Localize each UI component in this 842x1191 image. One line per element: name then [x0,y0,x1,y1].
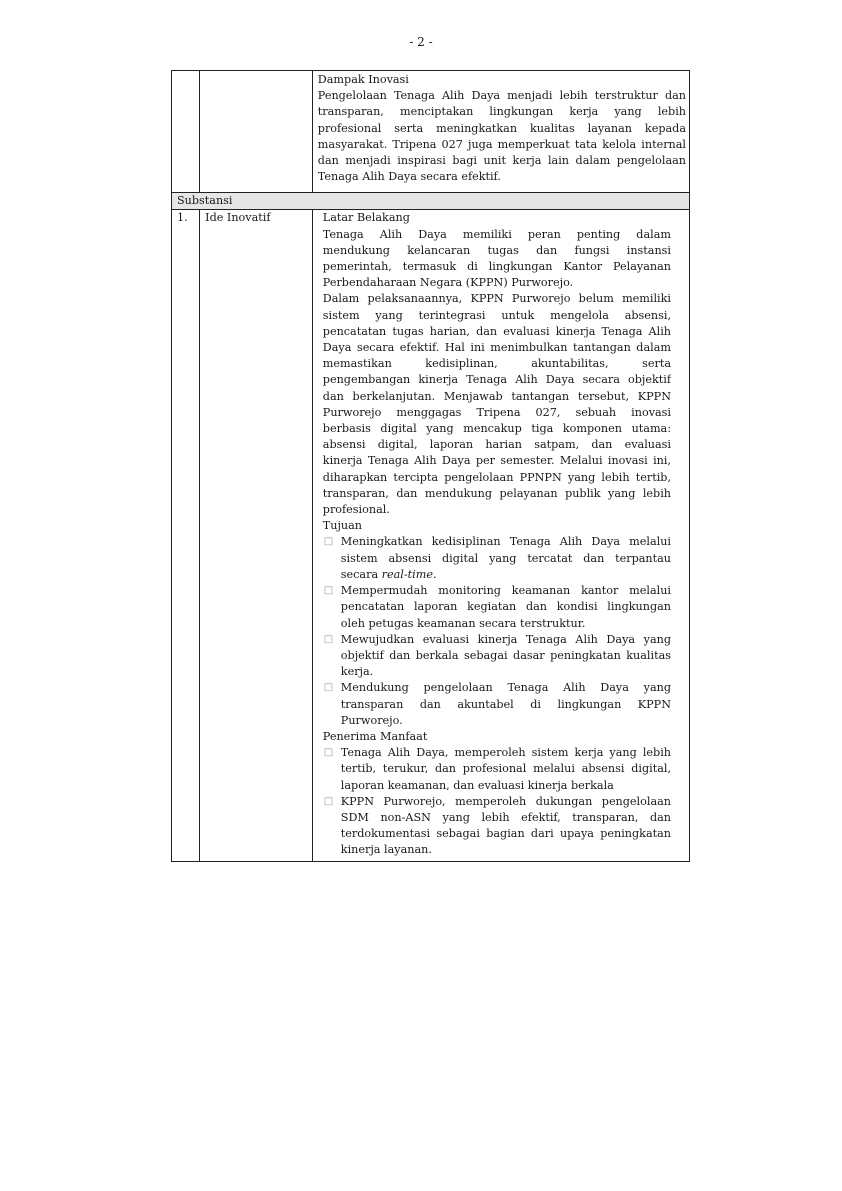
text-line: Purworejo menggagas Tripena 027, sebuah inovasi [322,405,671,419]
list-item [323,632,671,681]
text-line: transparan, dan mendukung pelayanan publik yang lebih [322,486,671,500]
list-item [323,745,671,794]
tujuan-list [323,534,671,728]
paragraph [323,227,671,292]
bullet-square-icon: □ [323,585,334,597]
text-line: profesional serta meningkatkan kualitas layanan kepada [317,121,686,135]
text-line: objektif dan berkala sebagai dasar peningkatan kualitas [340,648,671,662]
proposal-table [171,70,690,862]
text-line: berbasis digital yang mencakup tiga komponen utama: [322,422,671,436]
text-line: Tenaga Alih Daya secara efektif. [317,170,501,184]
list-item [323,794,671,859]
manfaat-heading: Penerima Manfaat [322,729,428,743]
text-line: Mewujudkan evaluasi kinerja Tenaga Alih Daya yang [340,632,671,646]
row-label: Ide Inovatif [200,210,313,861]
manfaat-list [323,745,671,858]
text-line: Pengelolaan Tenaga Alih Daya menjadi lebih terstruktur dan [317,89,686,103]
text-line: pengembangan kinerja Tenaga Alih Daya secara objektif [322,373,671,387]
cell-empty-label [200,71,313,193]
list-item [323,534,671,583]
text-line: SDM non-ASN yang lebih efektif, transparan, dan [340,810,671,824]
tujuan-heading: Tujuan [322,519,363,533]
bullet-square-icon: □ [323,795,334,807]
text-line: terdokumentasi sebagai bagian dari upaya peningkatan [340,827,671,841]
text-line: memastikan kedisiplinan, akuntabilitas, serta [322,357,671,371]
text-line: Dalam pelaksanaannya, KPPN Purworejo belum memiliki [322,292,671,306]
text-line: Tenaga Alih Daya, memperoleh sistem kerja yang lebih [340,746,671,760]
list-item-text [341,583,671,632]
text-line: kinerja Tenaga Alih Daya per semester. Melalui inovasi ini, [322,454,671,468]
text-line: Perbendaharaan Negara (KPPN) Purworejo. [322,276,574,290]
list-item [323,583,671,632]
paragraph [323,291,671,518]
list-item [323,680,671,729]
text-line: KPPN Purworejo, memperoleh dukungan pengelolaan [340,794,671,808]
text-line: secara real-time. [340,567,437,581]
row-number: 1. [172,210,200,861]
text-line: Meningkatkan kedisiplinan Tenaga Alih Daya melalui [340,535,671,549]
cell-empty-number [172,71,200,193]
section-row-substansi [172,193,690,210]
list-item-text [341,632,671,681]
text-line: kerja. [340,665,374,679]
text-line: pencatatan laporan kegiatan dan kondisi lingkungan [340,600,671,614]
text-line: oleh petugas keamanan secara terstruktur. [340,616,586,630]
table-row-dampak [172,71,690,193]
text-line: Purworejo. [340,713,403,727]
list-item-text [341,745,671,794]
bullet-square-icon: □ [323,633,334,645]
text-line: pencatatan tugas harian, dan evaluasi kinerja Tenaga Alih [322,324,671,338]
dampak-heading: Dampak Inovasi [317,73,409,86]
text-line: sistem yang terintegrasi untuk mengelola absensi, [322,308,671,322]
list-item-text [341,534,671,583]
text-line: masyarakat. Tripena 027 juga memperkuat tata kelola internal [317,137,686,151]
text-line: mendukung kelancaran tugas dan fungsi instansi [322,243,671,257]
text-line: diharapkan tercipta pengelolaan PPNPN yang lebih tertib, [322,470,671,484]
text-line: Daya secara efektif. Hal ini menimbulkan tantangan dalam [322,341,671,355]
text-line: tertib, terukur, dan profesional melalui absensi digital, [340,762,671,776]
table-row-ide-inovatif [172,210,690,861]
cell-ide-inovatif [312,210,689,861]
text-line: kinerja layanan. [340,843,432,857]
text-line: Tenaga Alih Daya memiliki peran penting dalam [322,227,671,241]
list-item-text [341,794,671,859]
text-line: profesional. [322,503,390,517]
text-line: absensi digital, laporan harian satpam, dan evaluasi [322,438,671,452]
text-line: dan menjadi inspirasi bagi unit kerja lain dalam pengelolaan [317,154,686,168]
bullet-square-icon: □ [323,747,334,759]
text-line: pemerintah, termasuk di lingkungan Kantor Pelayanan [322,260,671,274]
text-line: Mendukung pengelolaan Tenaga Alih Daya yang [340,681,671,695]
cell-dampak [312,71,689,193]
section-label: Substansi [172,193,690,210]
italic-term: real-time [381,567,433,581]
text-line: sistem absensi digital yang tercatat dan terpantau [340,551,671,565]
text-line: transparan dan akuntabel di lingkungan KPPN [340,697,671,711]
text-line: laporan keamanan, dan evaluasi kinerja berkala [340,778,614,792]
text-line: transparan, menciptakan lingkungan kerja yang lebih [317,105,686,119]
text-line: dan berkelanjutan. Menjawab tantangan tersebut, KPPN [322,389,671,403]
bullet-square-icon: □ [323,536,334,548]
dampak-paragraph [318,88,686,185]
text-line: Mempermudah monitoring keamanan kantor melalui [340,584,671,598]
bullet-square-icon: □ [323,682,334,694]
latar-heading: Latar Belakang [322,211,410,225]
list-item-text [341,680,671,729]
page-number: - 2 - [409,35,433,49]
latar-body [323,227,671,519]
